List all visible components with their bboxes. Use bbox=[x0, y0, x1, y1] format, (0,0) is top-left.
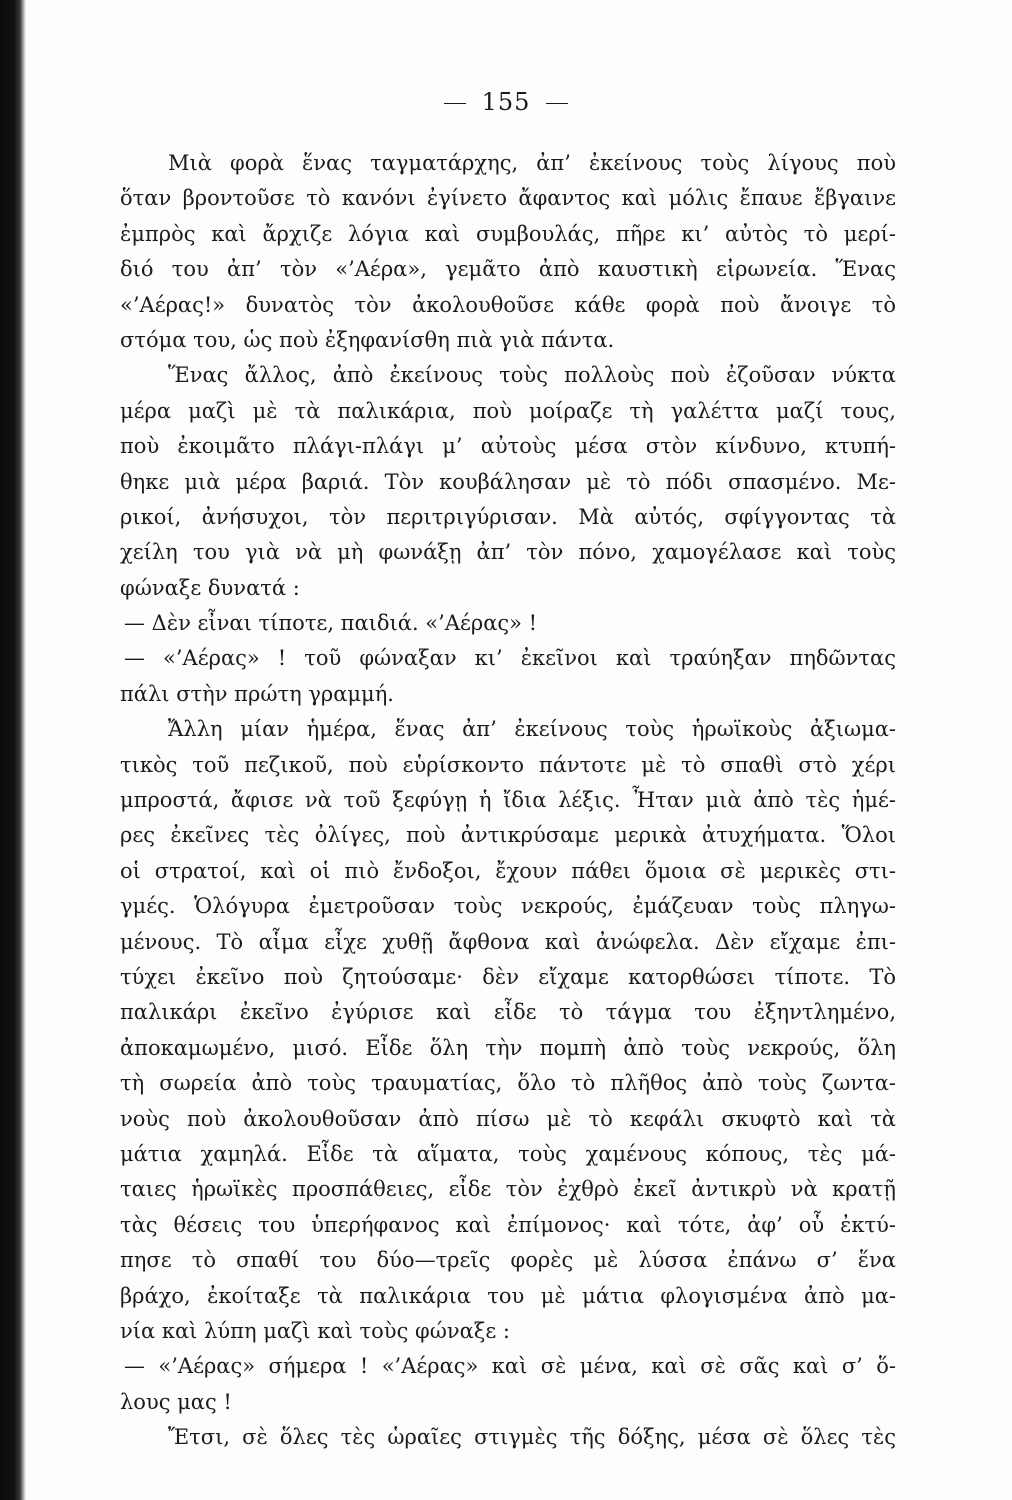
text-line: παλικάρι ἐκεῖνο ἐγύρισε καὶ εἶδε τὸ τάγμα του ἐξηντλημένο, bbox=[120, 1000, 896, 1025]
header-right-dash bbox=[546, 103, 568, 104]
text-line: ρικοί, ἀνήσυχοι, τὸν περιτριγύρισαν. Μὰ αὐτός, σφίγγοντας τὰ bbox=[120, 504, 896, 529]
text-line: χείλη του γιὰ νὰ μὴ φωνάξῃ ἀπ’ τὸν πόνο, χαμογέλασε καὶ τοὺς bbox=[120, 540, 896, 565]
text-line: ὅταν βροντοῦσε τὸ κανόνι ἐγίνετο ἄφαντος καὶ μόλις ἔπαυε ἔβγαινε bbox=[120, 186, 896, 211]
text-line: μάτια χαμηλά. Εἶδε τὰ αἵματα, τοὺς χαμένους κόπους, τὲς μά- bbox=[120, 1141, 896, 1166]
text-line: — «’Αέρας» ! τοῦ φώναξαν κι’ ἐκεῖνοι καὶ τραύηξαν πηδῶντας bbox=[124, 646, 896, 671]
page-spine-shadow bbox=[0, 0, 26, 1500]
text-line: Μιὰ φορὰ ἕνας ταγματάρχης, ἀπ’ ἐκείνους τοὺς λίγους ποὺ bbox=[168, 151, 896, 175]
page-header bbox=[0, 88, 1012, 116]
text-line: βράχο, ἐκοίταξε τὰ παλικάρια του μὲ μάτια φλογισμένα ἀπὸ μα- bbox=[120, 1283, 896, 1308]
page-number: 155 bbox=[481, 88, 531, 116]
text-line: νία καὶ λύπη μαζὶ καὶ τοὺς φώναξε : bbox=[120, 1318, 510, 1343]
body-text bbox=[120, 146, 896, 1455]
text-line: λους μας ! bbox=[120, 1389, 232, 1414]
text-line: πησε τὸ σπαθί του δύο—τρεῖς φορὲς μὲ λύσσα ἐπάνω σ’ ἕνα bbox=[120, 1248, 896, 1273]
text-line: Ἄλλη μίαν ἡμέρα, ἕνας ἀπ’ ἐκείνους τοὺς ἡρωϊκοὺς ἀξιωμα- bbox=[168, 717, 896, 742]
text-line: πάλι στὴν πρώτη γραμμή. bbox=[120, 681, 394, 706]
text-line: νοὺς ποὺ ἀκολουθοῦσαν ἀπὸ πίσω μὲ τὸ κεφάλι σκυφτὸ καὶ τὰ bbox=[120, 1106, 896, 1131]
text-line: μπροστά, ἄφισε νὰ τοῦ ξεφύγῃ ἡ ἴδια λέξις. Ἦταν μιὰ ἀπὸ τὲς ἡμέ- bbox=[120, 788, 896, 813]
text-line: — Δὲν εἶναι τίποτε, παιδιά. «’Αέρας» ! bbox=[124, 611, 538, 636]
text-line: φώναξε δυνατά : bbox=[120, 575, 300, 600]
text-line: μέρα μαζὶ μὲ τὰ παλικάρια, ποὺ μοίραζε τὴ γαλέττα μαζί τους, bbox=[120, 398, 896, 423]
text-line: ἀποκαμωμένο, μισό. Εἶδε ὅλη τὴν πομπὴ ἀπὸ τοὺς νεκρούς, ὅλη bbox=[120, 1035, 896, 1060]
text-line: διό του ἀπ’ τὸν «’Αέρα», γεμᾶτο ἀπὸ καυστικὴ εἰρωνεία. Ἕνας bbox=[120, 257, 896, 282]
text-line: τὴ σωρεία ἀπὸ τοὺς τραυματίας, ὅλο τὸ πλῆθος ἀπὸ τοὺς ζωντα- bbox=[120, 1071, 896, 1096]
text-line: θηκε μιὰ μέρα βαριά. Τὸν κουβάλησαν μὲ τὸ πόδι σπασμένο. Με- bbox=[120, 469, 896, 494]
text-line: «’Αέρας!» δυνατὸς τὸν ἀκολουθοῦσε κάθε φορὰ ποὺ ἄνοιγε τὸ bbox=[120, 292, 896, 317]
text-line: — «’Αέρας» σήμερα ! «’Αέρας» καὶ σὲ μένα, καὶ σὲ σᾶς καὶ σ’ ὅ- bbox=[124, 1354, 896, 1379]
text-line: ρες ἐκεῖνες τὲς ὀλίγες, ποὺ ἀντικρύσαμε μερικὰ ἀτυχήματα. Ὅλοι bbox=[120, 823, 896, 848]
text-line: οἱ στρατοί, καὶ οἱ πιὸ ἔνδοξοι, ἔχουν πάθει ὅμοια σὲ μερικὲς στι- bbox=[120, 858, 896, 883]
text-line: ἐμπρὸς καὶ ἄρχιζε λόγια καὶ συμβουλάς, πῆρε κι’ αὐτὸς τὸ μερί- bbox=[120, 221, 896, 246]
text-line: ταιες ἡρωϊκὲς προσπάθειες, εἶδε τὸν ἐχθρὸ ἐκεῖ ἀντικρὺ νὰ κρατῇ bbox=[120, 1177, 896, 1202]
text-line: μένους. Τὸ αἷμα εἶχε χυθῇ ἄφθονα καὶ ἀνώφελα. Δὲν εἴχαμε ἐπι- bbox=[120, 929, 896, 954]
text-line: ποὺ ἐκοιμᾶτο πλάγι-πλάγι μ’ αὐτοὺς μέσα στὸν κίνδυνο, κτυπή- bbox=[120, 434, 896, 459]
text-line: Ἕνας ἄλλος, ἀπὸ ἐκείνους τοὺς πολλοὺς ποὺ ἐζοῦσαν νύκτα bbox=[168, 363, 896, 388]
text-line: τικὸς τοῦ πεζικοῦ, ποὺ εὑρίσκοντο πάντοτε μὲ τὸ σπαθὶ στὸ χέρι bbox=[120, 752, 896, 777]
text-line: γμές. Ὁλόγυρα ἐμετροῦσαν τοὺς νεκρούς, ἐμάζευαν τοὺς πληγω- bbox=[120, 894, 896, 919]
text-line: τύχει ἐκεῖνο ποὺ ζητούσαμε· δὲν εἴχαμε κατορθώσει τίποτε. Τὸ bbox=[120, 964, 896, 989]
text-line: τὰς θέσεις του ὑπερήφανος καὶ ἐπίμονος· καὶ τότε, ἀφ’ οὗ ἐκτύ- bbox=[120, 1212, 896, 1237]
header-left-dash bbox=[444, 103, 466, 104]
text-line: στόμα του, ὡς ποὺ ἐξηφανίσθη πιὰ γιὰ πάντα. bbox=[120, 327, 615, 352]
text-line: Ἔτσι, σὲ ὅλες τὲς ὡραῖες στιγμὲς τῆς δόξης, μέσα σὲ ὅλες τὲς bbox=[168, 1425, 896, 1450]
